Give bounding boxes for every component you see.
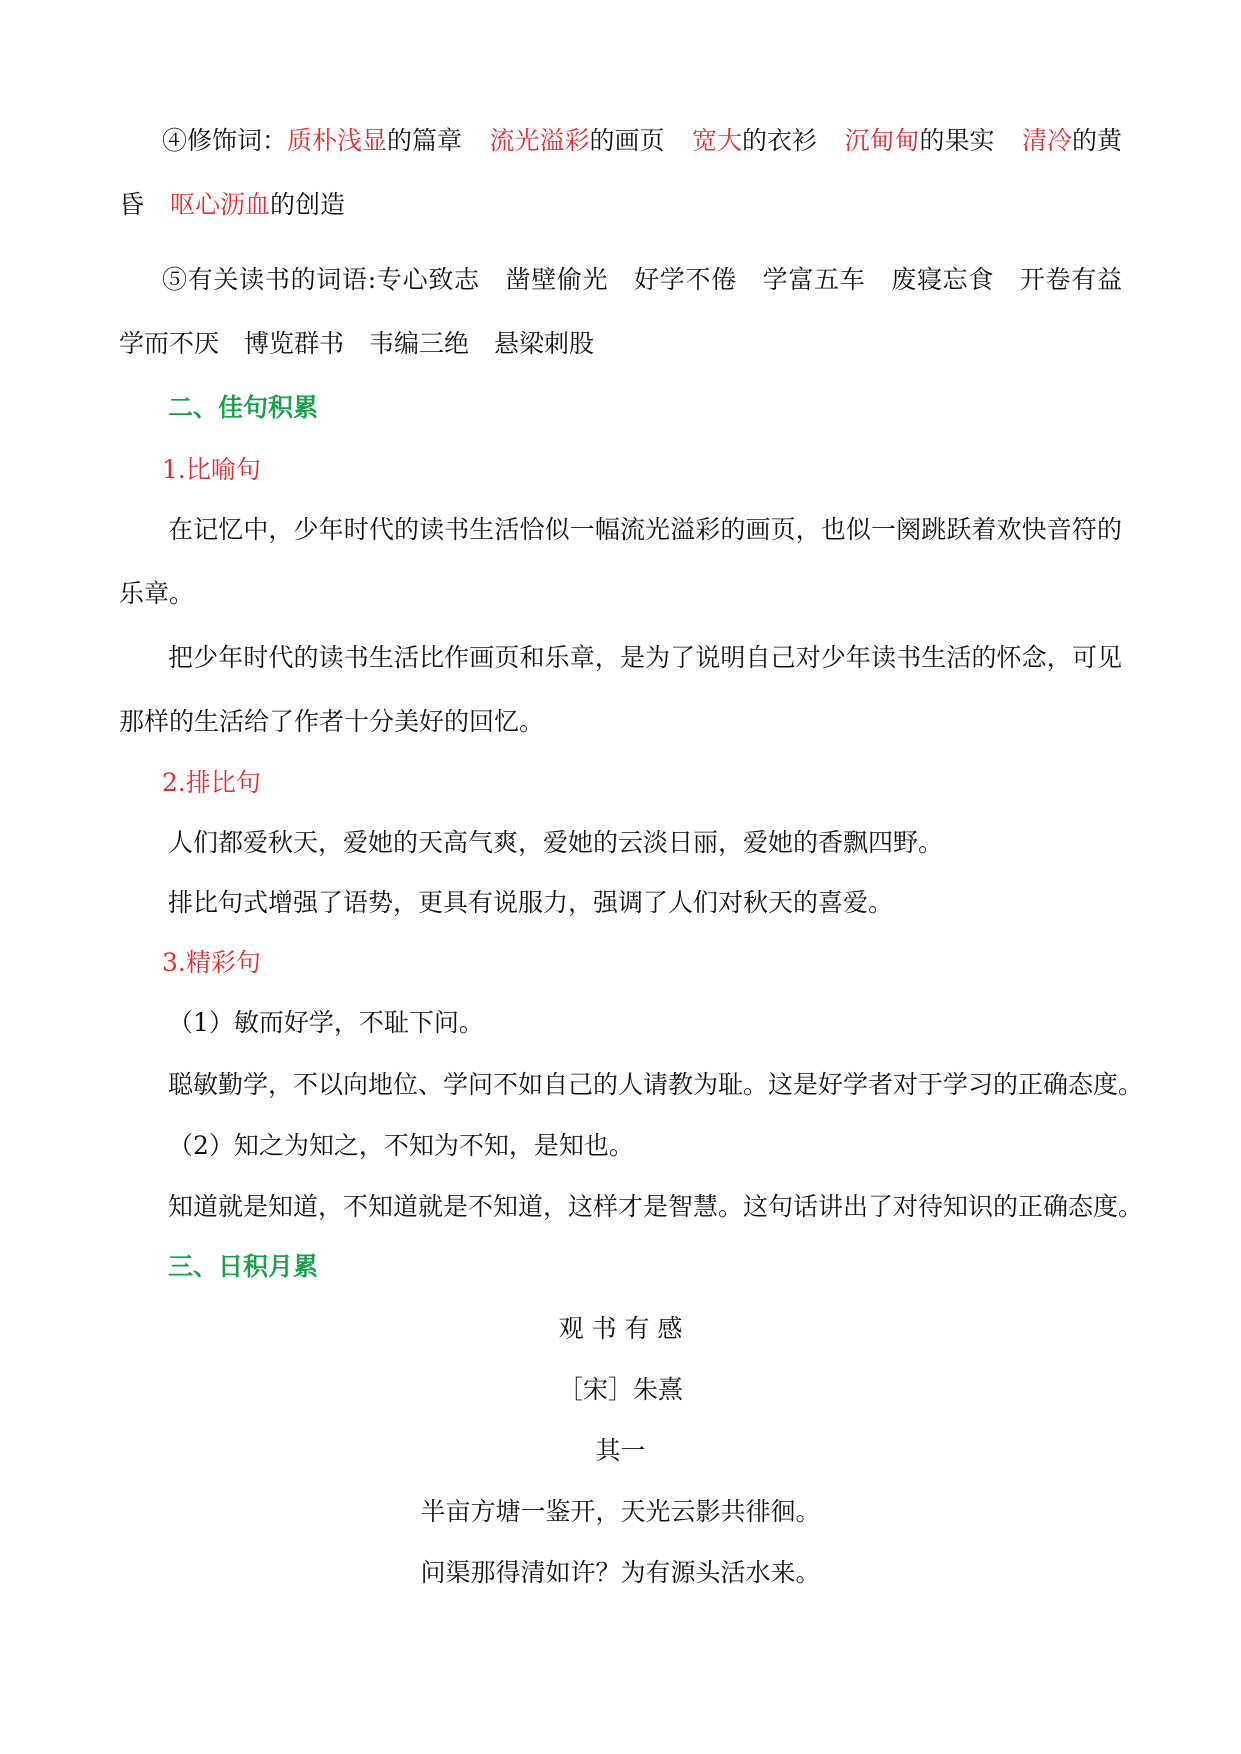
reading-words-line-2: 学而不厌 博览群书 韦编三绝 悬梁刺股 (119, 329, 595, 358)
wonderful-item-1-analysis: 聪敏勤学，不以向地位、学问不如自己的人请教为耻。这是好学者对于学习的正确态度。 (168, 1070, 1144, 1099)
modifier-word: 沉甸甸 (844, 126, 920, 155)
subheading-parallel: 2.排比句 (162, 768, 261, 797)
modifiers-label-with-first (162, 124, 462, 158)
modifier-noun: 的果实 (919, 126, 995, 155)
modifier-pair (692, 124, 817, 158)
parallel-sentence: 人们都爱秋天，爱她的天高气爽，爱她的云淡日丽，爱她的香飘四野。 (168, 828, 944, 857)
modifier-noun: 的篇章 (387, 126, 463, 155)
modifier-word: 宽大 (691, 126, 742, 155)
modifier-pair (844, 124, 994, 158)
subheading-metaphor: 1.比喻句 (162, 455, 261, 484)
subheading-wonderful: 3.精彩句 (162, 948, 261, 977)
wonderful-item-2: （2）知之为知之，不知为不知，是知也。 (168, 1131, 634, 1160)
modifier-pair (490, 124, 665, 158)
poem-part: 其一 (595, 1436, 646, 1465)
parallel-analysis: 排比句式增强了语势，更具有说服力，强调了人们对秋天的喜爱。 (168, 888, 894, 917)
metaphor-sentence-line-2: 乐章。 (119, 579, 195, 608)
modifier-noun: 昏 (119, 190, 145, 219)
poem-line-2: 问渠那得清如许？为有源头活水来。 (420, 1558, 821, 1587)
section-title: 三、日积月累 (168, 1252, 319, 1281)
modifier-noun: 的衣衫 (742, 126, 818, 155)
section-title: 二、佳句积累 (168, 393, 319, 422)
modifier-noun: 的创造 (270, 190, 346, 219)
wonderful-item-2-analysis: 知道就是知道，不知道就是不知道，这样才是智慧。这句话讲出了对待知识的正确态度。 (168, 1192, 1144, 1221)
metaphor-analysis-line-1: 把少年时代的读书生活比作画页和乐章，是为了说明自己对少年读书生活的怀念，可见 (168, 643, 1122, 672)
metaphor-analysis-line-2: 那样的生活给了作者十分美好的回忆。 (119, 707, 545, 736)
modifier-word: 质朴浅显 (287, 126, 388, 155)
modifier-noun: 的画页 (589, 126, 665, 155)
modifiers-line-2 (119, 188, 345, 222)
metaphor-sentence-line-1: 在记忆中，少年时代的读书生活恰似一幅流光溢彩的画页，也似一阕跳跃着欢快音符的 (168, 515, 1122, 544)
modifier-word: 呕心沥血 (170, 190, 271, 219)
poem-author: ［宋］朱熹 (557, 1375, 683, 1404)
reading-words-line-1: ⑤有关读书的词语:专心致志 凿壁偷光 好学不倦 学富五车 废寝忘食 开卷有益 (162, 265, 1122, 294)
poem-line-1: 半亩方塘一鉴开，天光云影共徘徊。 (420, 1497, 821, 1526)
modifiers-label: ④修饰词： (162, 126, 288, 155)
wonderful-item-1: （1）敏而好学，不耻下问。 (168, 1008, 484, 1037)
modifier-pair (1022, 124, 1122, 158)
modifier-word: 清冷 (1021, 126, 1072, 155)
poem-title: 观 书 有 感 (558, 1314, 683, 1343)
modifier-word: 流光溢彩 (489, 126, 590, 155)
modifiers-line-1 (162, 124, 1122, 158)
modifier-noun: 的黄 (1071, 126, 1122, 155)
